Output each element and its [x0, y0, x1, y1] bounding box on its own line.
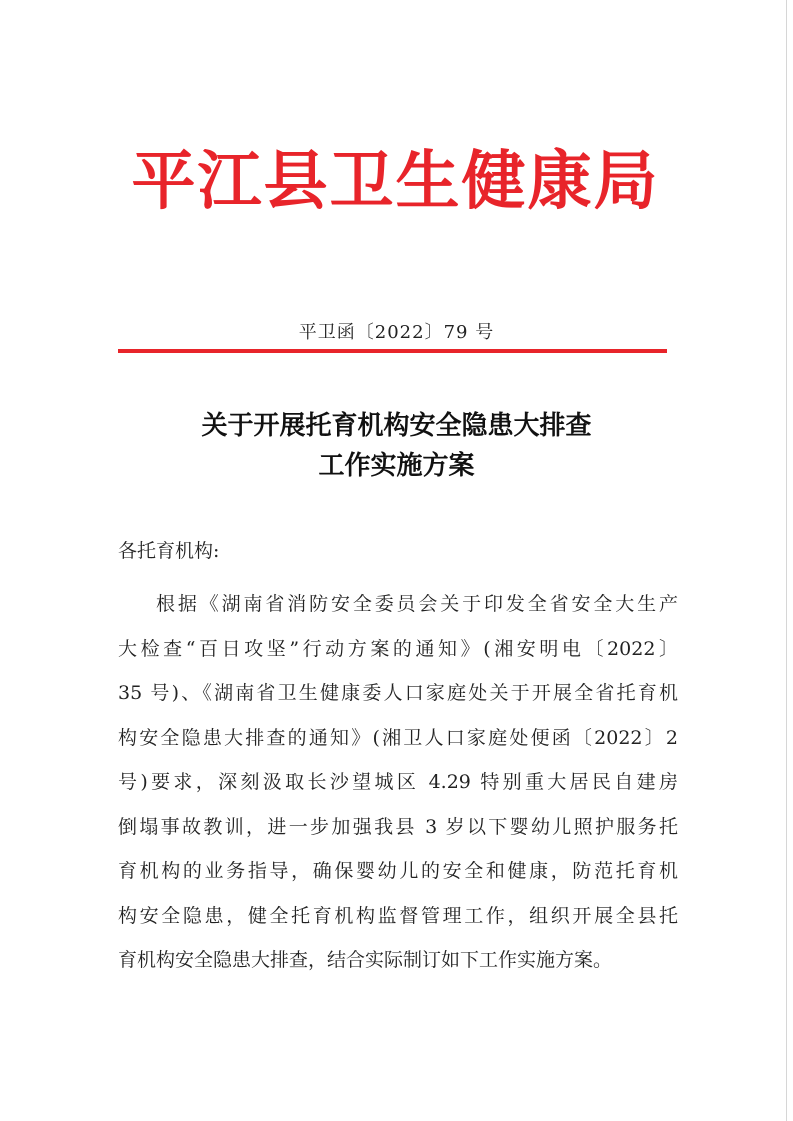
body-paragraph [118, 582, 678, 983]
page-edge [786, 0, 787, 1121]
body-line: 号)要求，深刻汲取长沙望城区 4.29 特别重大居民自建房 [118, 771, 678, 793]
notice-title-line-1: 关于开展托育机构安全隐患大排查 [201, 411, 592, 441]
body-line: 大检查“百日攻坚”行动方案的通知》(湘安明电〔2022〕 [118, 637, 678, 660]
red-divider-line [118, 349, 667, 353]
body-line: 育机构安全隐患大排查，结合实际制订如下工作实施方案。 [118, 949, 613, 971]
body-line: 35 号)、《湖南省卫生健康委人口家庭处关于开展全省托育机 [118, 682, 678, 704]
body-line: 构安全隐患大排查的通知》(湘卫人口家庭处便函〔2022〕2 [118, 726, 678, 749]
body-line: 倒塌事故教训，进一步加强我县 3 岁以下婴幼儿照护服务托 [118, 815, 678, 838]
notice-title [0, 406, 793, 486]
addressee: 各托育机构: [118, 540, 220, 562]
body-line: 育机构的业务指导，确保婴幼儿的安全和健康，防范托育机 [118, 860, 678, 882]
document-number: 平卫函〔2022〕79 号 [298, 322, 495, 343]
body-line: 构安全隐患，健全托育机构监督管理工作，组织开展全县托 [118, 904, 678, 927]
body-line: 根据《湖南省消防安全委员会关于印发全省安全大生产 [156, 593, 678, 615]
agency-header: 平江县卫生健康局 [131, 144, 660, 219]
notice-title-line-2: 工作实施方案 [318, 451, 475, 481]
